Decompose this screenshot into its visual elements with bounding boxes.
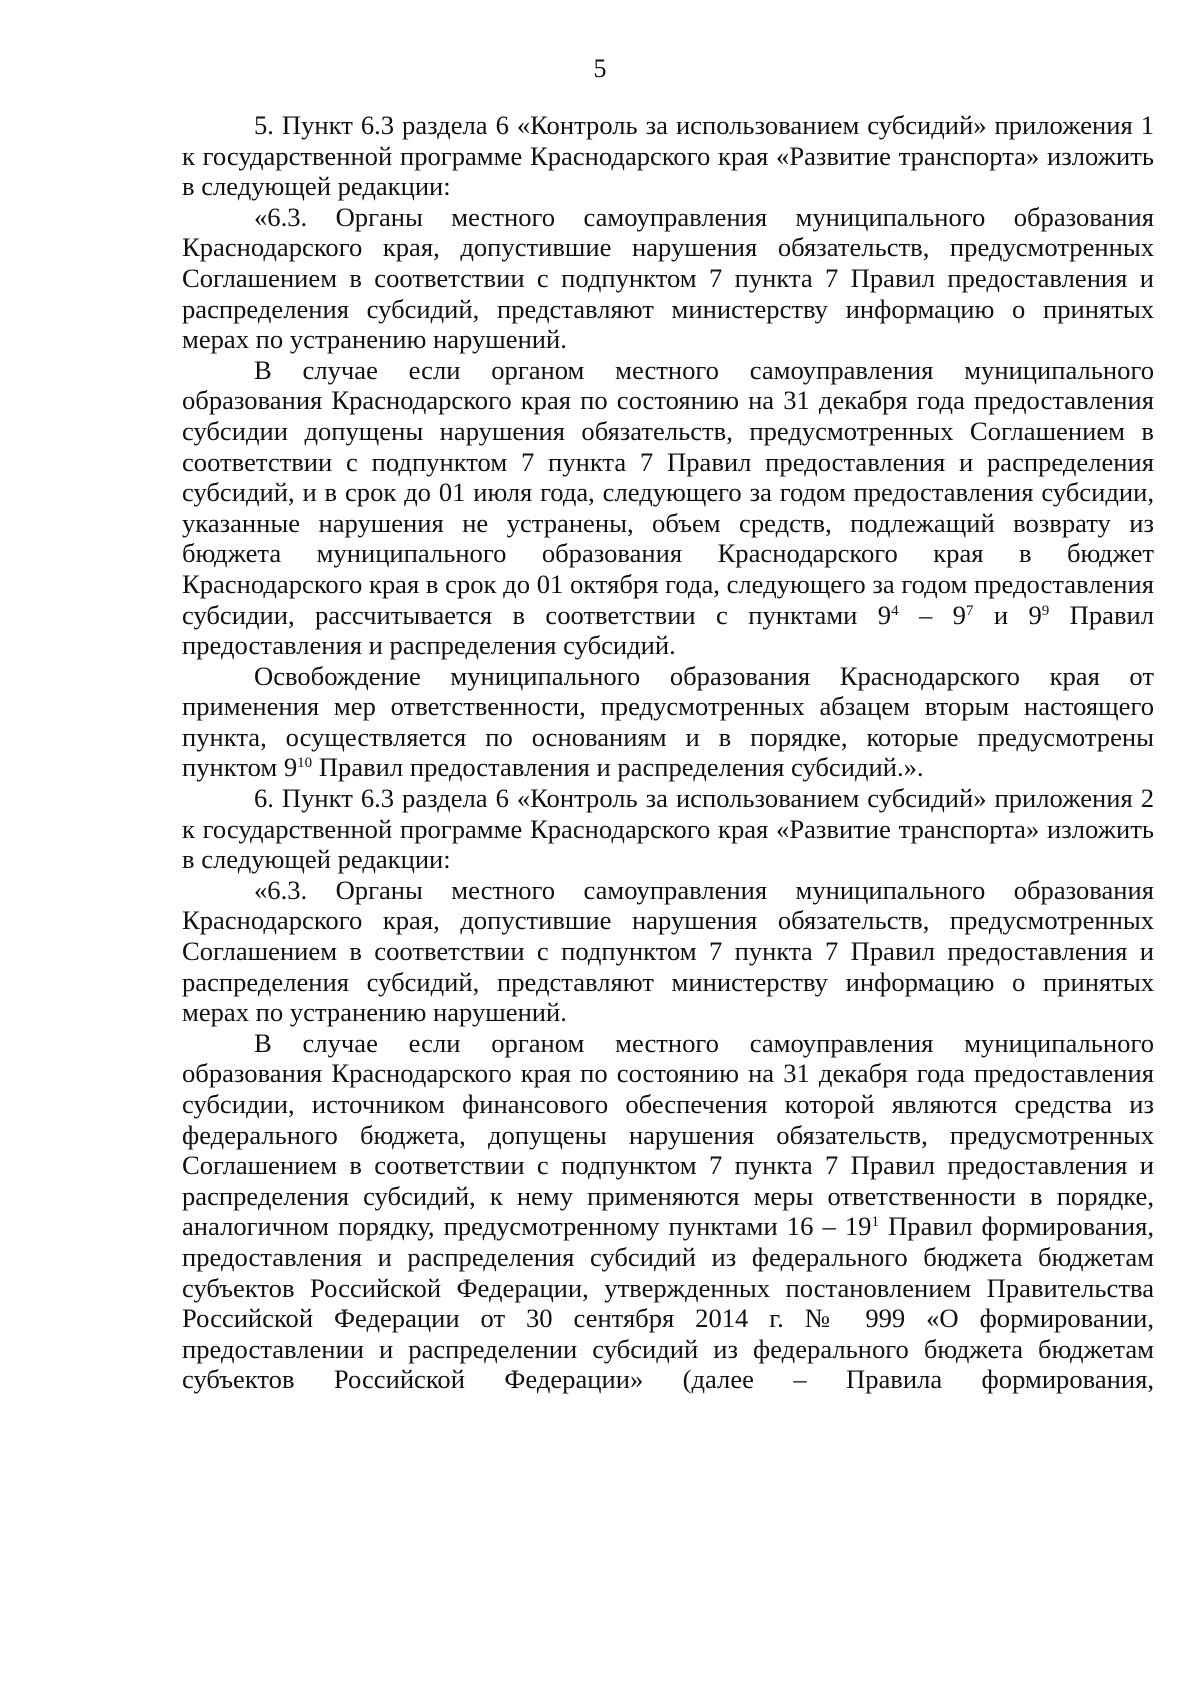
- text-run: «6.3. Органы местного самоуправления муниципального образования Краснодарского края, допустившие нарушения обязательств, предусмотренных Соглашением в соответствии с подпунктом 7 пункта 7 Правил предоставления и распределения субсидий, представляют министерству информацию о принятых мерах по устранению нарушений.: [182, 201, 1154, 355]
- text-run: Освобождение муниципального образования Краснодарского края от применения мер ответственности, предусмотренных абзацем вторым настоящего пункта, осуществляется по основаниям и в порядке, которые предусмотрены пунктом 9: [182, 660, 1154, 783]
- document-body: [182, 110, 1154, 1395]
- text-run: 6. Пункт 6.3 раздела 6 «Контроль за использованием субсидий» приложения 2 к государственной программе Краснодарского края «Развитие транспорта» изложить в следующей редакции:: [182, 783, 1154, 875]
- paragraph: [182, 355, 1154, 661]
- superscript: 4: [891, 602, 899, 619]
- text-run: Правил предоставления и распределения субсидий.».: [312, 752, 924, 783]
- text-run: и 9: [973, 599, 1042, 630]
- text-run: В случае если органом местного самоуправления муниципального образования Краснодарского края по состоянию на 31 декабря года предоставления субсидии допущены нарушения обязательств, предусмотренных Соглашением в соответствии с подпунктом 7 пункта 7 Правил предоставления и распределения субсидий, и в срок до 01 июля года, следующего за годом предоставления субсидии, указанные нарушения не устранены, объем средств, подлежащий возврату из бюджета муниципального образования Краснодарского края в бюджет Краснодарского края в срок до 01 октября года, следующего за годом предоставления субсидии, рассчитывается в соответствии с пунктами 9: [182, 354, 1154, 630]
- paragraph: [182, 875, 1154, 1028]
- superscript: 10: [297, 755, 313, 772]
- superscript: 1: [871, 1214, 879, 1231]
- superscript: 9: [1041, 602, 1050, 619]
- text-run: В случае если органом местного самоуправления муниципального образования Краснодарского края по состоянию на 31 декабря года предоставления субсидии, источником финансового обеспечения которой являются средства из федерального бюджета, допущены нарушения обязательств, предусмотренных Соглашением в соответствии с подпунктом 7 пункта 7 Правил предоставления и распределения субсидий, к нему применяются меры ответственности в порядке, аналогичном порядку, предусмотренному пунктами 16 – 19: [182, 1027, 1154, 1242]
- superscript: 7: [965, 602, 974, 619]
- paragraph: [182, 1028, 1154, 1395]
- paragraph: [182, 110, 1154, 202]
- text-run: Правил формирования, предоставления и распределения субсидий из федерального бюджета бюджетам субъектов Российской Федерации, утвержденных постановлением Правительства Российской Федерации от 30 сентября 2014 г. № 999 «О формировании, предоставлении и распределении субсидий из федерального бюджета бюджетам субъектов Российской Федерации» (далее – Правила формирования,: [182, 1211, 1154, 1395]
- text-run: 5. Пункт 6.3 раздела 6 «Контроль за использованием субсидий» приложения 1 к государственной программе Краснодарского края «Развитие транспорта» изложить в следующей редакции:: [182, 110, 1154, 202]
- paragraph: [182, 202, 1154, 355]
- paragraph: [182, 661, 1154, 783]
- paragraph: [182, 783, 1154, 875]
- text-run: Правил предоставления и распределения субсидий.: [182, 599, 1155, 661]
- text-run: «6.3. Органы местного самоуправления муниципального образования Краснодарского края, допустившие нарушения обязательств, предусмотренных Соглашением в соответствии с подпунктом 7 пункта 7 Правил предоставления и распределения субсидий, представляют министерству информацию о принятых мерах по устранению нарушений.: [182, 874, 1154, 1028]
- text-run: – 9: [898, 599, 966, 630]
- page-number: 5: [593, 54, 607, 83]
